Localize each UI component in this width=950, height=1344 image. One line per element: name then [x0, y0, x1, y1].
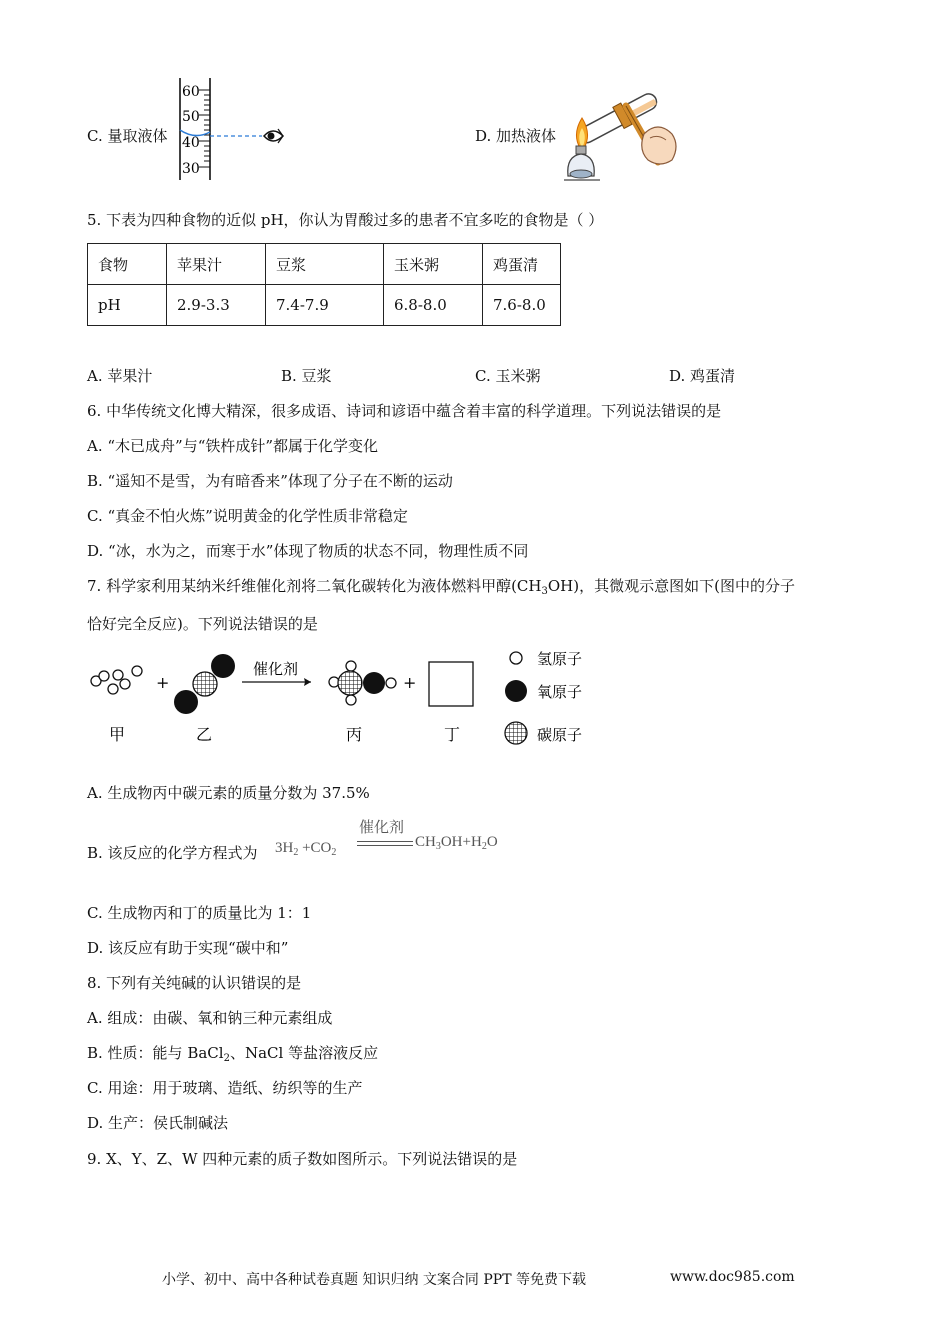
- carbon-atom-icon: [505, 722, 527, 744]
- q8-option-a: A. 组成：由碳、氧和钠三种元素组成: [87, 1009, 333, 1027]
- arrow-icon: [304, 678, 311, 686]
- cylinder-tick-30: 30: [182, 161, 200, 177]
- chemical-equation-right: [415, 834, 498, 851]
- graduated-cylinder-figure: [165, 74, 290, 182]
- table-cell: 食物: [88, 244, 167, 285]
- q8-option-d: D. 生产：侯氏制碱法: [87, 1114, 229, 1132]
- q9-stem: 9. X、Y、Z、W 四种元素的质子数如图所示。下列说法错误的是: [87, 1150, 518, 1168]
- heating-liquid-figure: [562, 76, 682, 184]
- table-cell: 鸡蛋清: [483, 244, 561, 285]
- q7-stem-line2: 恰好完全反应)。下列说法错误的是: [87, 615, 318, 633]
- subscript: 3: [435, 841, 441, 852]
- q8-option-b-part: 、NaCl 等盐溶液反应: [229, 1044, 379, 1062]
- q7-stem-line1: [87, 576, 795, 596]
- q5-stem: 5. 下表为四种食物的近似 pH，你认为胃酸过多的患者不宜多吃的食物是（ ）: [87, 211, 604, 229]
- subscript: 2: [481, 841, 487, 852]
- catalyst-label: 催化剂: [253, 660, 299, 678]
- cylinder-tick-40: 40: [182, 135, 200, 151]
- q6-option-a: A. “木已成舟”与“铁杵成针”都属于化学变化: [87, 437, 379, 455]
- carbon-dioxide-molecule-icon: [174, 654, 235, 714]
- label-yi: 乙: [196, 725, 213, 744]
- q7-option-c: C. 生成物丙和丁的质量比为 1：1: [87, 904, 312, 922]
- q4-option-d: D. 加热液体: [475, 127, 557, 145]
- ph-table: [87, 243, 561, 326]
- q7-option-a: A. 生成物丙中碳元素的质量分数为 37.5%: [87, 784, 370, 802]
- q8-option-b: [87, 1043, 378, 1063]
- subscript: 2: [293, 847, 299, 858]
- equation-double-line: [357, 845, 413, 846]
- table-cell: 7.4-7.9: [266, 285, 384, 326]
- q6-option-d: D. “冰，水为之，而寒于水”体现了物质的状态不同，物理性质不同: [87, 542, 529, 560]
- label-bing: 丙: [346, 725, 363, 744]
- footer-text: 小学、初中、高中各种试卷真题 知识归纳 文案合同 PPT 等免费下载: [162, 1272, 586, 1288]
- plus-sign: +: [403, 673, 417, 692]
- footer-link[interactable]: www.doc985.com: [670, 1269, 795, 1285]
- legend-hydrogen: 氢原子: [537, 650, 583, 668]
- oxygen-atom-icon: [505, 680, 527, 702]
- q7-option-b: B. 该反应的化学方程式为: [87, 844, 258, 862]
- eq-part: +CO: [298, 840, 332, 856]
- q7-stem-part: 7. 科学家利用某纳米纤维催化剂将二氧化碳转化为液体燃料甲醇(CH: [87, 577, 542, 595]
- hydrogen-atom-icon: [510, 652, 522, 664]
- equation-catalyst: 催化剂: [359, 818, 405, 836]
- hydrogen-molecules-icon: [91, 666, 142, 694]
- label-jia: 甲: [109, 725, 126, 744]
- q6-option-c: C. “真金不怕火炼”说明黄金的化学性质非常稳定: [87, 507, 408, 525]
- q5-option-d: D. 鸡蛋清: [669, 367, 736, 385]
- subscript: 2: [331, 847, 337, 858]
- plus-sign: +: [156, 673, 170, 692]
- q7-stem-part: OH)，其微观示意图如下(图中的分子: [547, 577, 795, 595]
- q5-option-b: B. 豆浆: [281, 367, 332, 385]
- q7-option-d: D. 该反应有助于实现“碳中和”: [87, 939, 289, 957]
- q8-stem: 8. 下列有关纯碱的认识错误的是: [87, 974, 302, 992]
- subscript: 3: [541, 586, 548, 597]
- equation-double-line: [357, 841, 413, 842]
- eq-part: CH: [415, 834, 436, 850]
- unknown-product-box: [429, 662, 473, 706]
- q8-option-c: C. 用途：用于玻璃、造纸、纺织等的生产: [87, 1079, 363, 1097]
- chemical-equation-left: [275, 840, 336, 857]
- methanol-molecule-icon: [329, 661, 396, 705]
- legend-oxygen: 氧原子: [537, 683, 583, 701]
- eye-icon: [264, 129, 283, 143]
- table-row: [88, 285, 561, 326]
- q4-option-c: C. 量取液体: [87, 127, 168, 145]
- legend-carbon: 碳原子: [537, 726, 583, 744]
- table-cell: 7.6-8.0: [483, 285, 561, 326]
- label-ding: 丁: [444, 725, 461, 744]
- cylinder-tick-50: 50: [182, 109, 200, 125]
- q6-option-b: B. “遥知不是雪，为有暗香来”体现了分子在不断的运动: [87, 472, 453, 490]
- eq-part: OH+H: [440, 834, 482, 850]
- cylinder-tick-60: 60: [182, 84, 200, 100]
- q6-stem: 6. 中华传统文化博大精深，很多成语、诗词和谚语中蕴含着丰富的科学道理。下列说法错误的是: [87, 402, 722, 420]
- q5-option-a: A. 苹果汁: [87, 367, 153, 385]
- eq-part: O: [486, 834, 498, 850]
- q5-option-c: C. 玉米粥: [475, 367, 541, 385]
- q8-option-b-part: B. 性质：能与 BaCl: [87, 1044, 224, 1062]
- table-cell: 苹果汁: [167, 244, 266, 285]
- reaction-micro-diagram: [85, 648, 605, 748]
- table-cell: 豆浆: [266, 244, 384, 285]
- table-cell: 2.9-3.3: [167, 285, 266, 326]
- table-cell: pH: [88, 285, 167, 326]
- table-cell: 6.8-8.0: [384, 285, 483, 326]
- table-cell: 玉米粥: [384, 244, 483, 285]
- table-row: [88, 244, 561, 285]
- subscript: 2: [223, 1053, 230, 1064]
- eq-part: 3H: [275, 840, 294, 856]
